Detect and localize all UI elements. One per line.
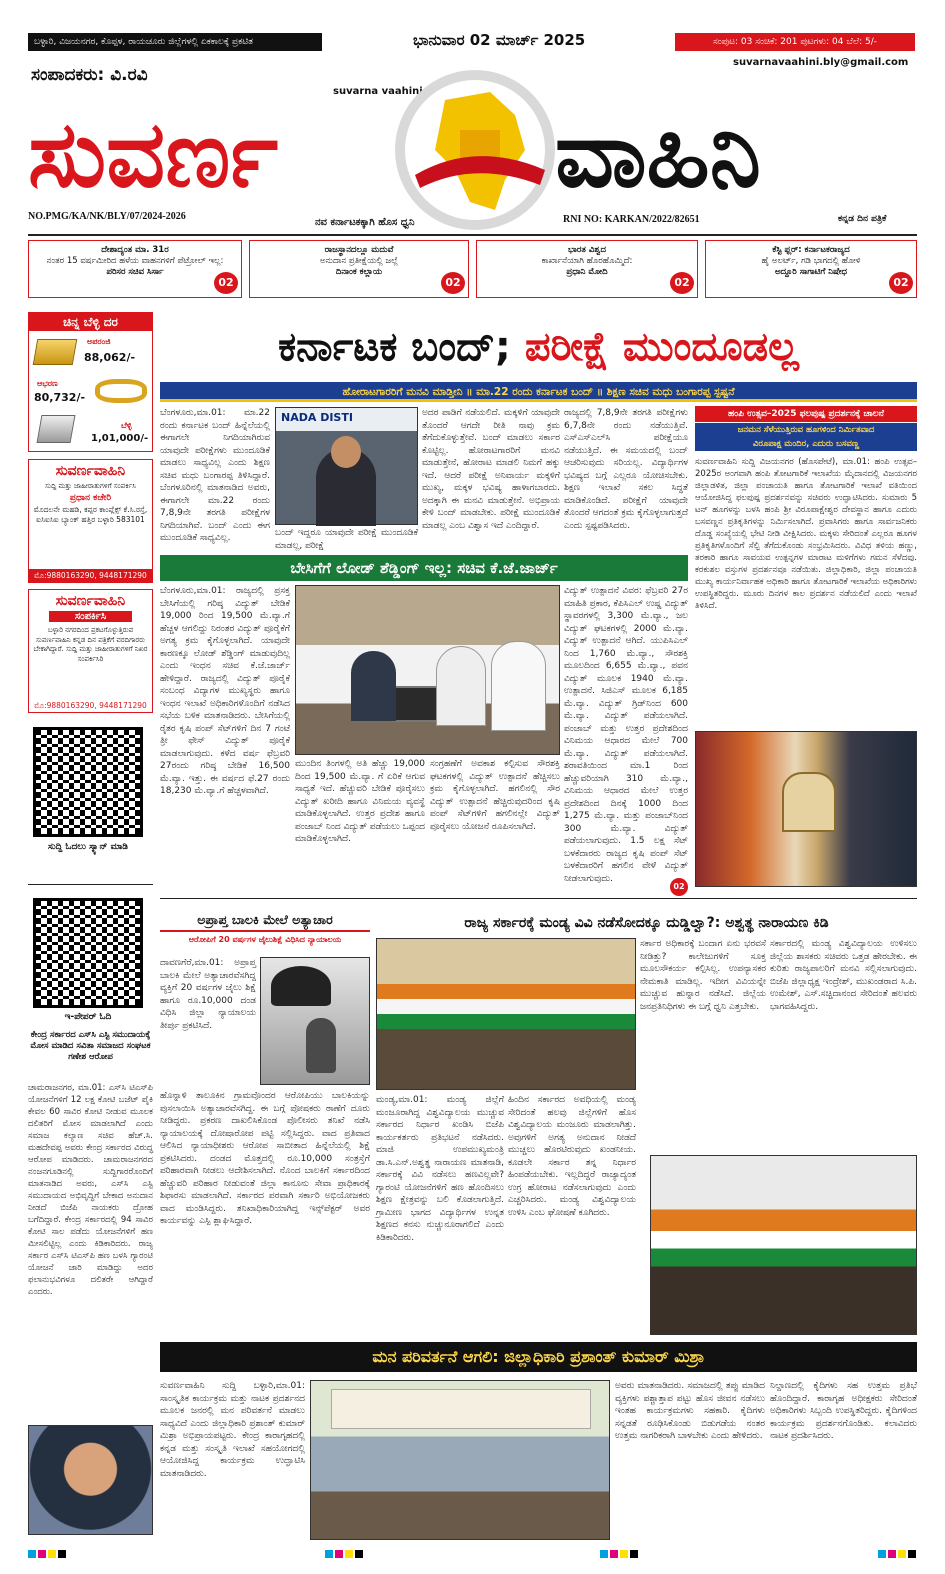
hampi-body: ಸುವರ್ಣವಾಹಿನಿ ಸುದ್ದಿ ವಿಜಯನಗರ (ಹೊಸಪೇಟೆ), ಮಾ.01: ಹಂಪಿ ಉತ್ಸವ–2025ರ ಅಂಗವಾಗಿ ಹಂಪಿ ತೋಟಗಾರಿಕೆ ಇಲಾಖೆಯ ಮೈದಾನದಲ್ಲಿ ವಿಜಯನಗರ ಜಿಲ್ಲಾಡಳಿತ, ಜಿಲ್ಲಾ ಪಂಚಾಯತಿ ಹಾಗೂ ತೋಟಗಾರಿಕೆ ಇಲಾಖೆ ವತಿಯಿಂದ ಆಯೋಜಿಸಿದ್ದ ಫಲಪುಷ್ಪ ಪ್ರದರ್ಶನವನ್ನು ಸಚಿವರು ಉದ್ಘಾಟಿಸಿದರು. ಸುಮಾರು 5 ಟನ್ ಹೂಗಳನ್ನು ಬಳಸಿ ಹಂಪಿ ಶ್ರೀ ವಿರೂಪಾಕ್ಷೇಶ್ವರ ದೇವಸ್ಥಾನ ಹಾಗೂ ಎದುರು ಬಸವಣ್ಣನ ಪ್ರತಿಕೃತಿಗಳನ್ನು ನಿರ್ಮಿಸಲಾಗಿದೆ. ಪ್ರವಾಸಿಗರು ಹಾಗೂ ಸಾರ್ವಜನಿಕರು ದೊಡ್ಡ ಸಂಖ್ಯೆಯಲ್ಲಿ ಭೇಟಿ ನೀಡಿ ವೀಕ್ಷಿಸಿದರು. ಮಕ್ಕಳು ಸೇರಿದಂತೆ ಎಲ್ಲರೂ ಹೂಗಳ ಪ್ರತಿಕೃತಿಗಳೊಂದಿಗೆ ಸೆಲ್ಫಿ ತೆಗೆದುಕೊಂಡು ಸಂಭ್ರಮಿಸಿದರು. ವಿವಿಧ ತಳಿಯ ಹಣ್ಣು, ತರಕಾರಿ ಹಾಗೂ ಸಾವಯವ ಉತ್ಪನ್ನಗಳ ಮಾರಾಟ ಮಳಿಗೆಗಳು ಗಮನ ಸೆಳೆದವು. ಕರಕುಶಲ ವಸ್ತುಗಳ ಪ್ರದರ್ಶನವೂ ನಡೆಯಿತು. ಜಿಲ್ಲಾಧಿಕಾರಿ, ಜಿಲ್ಲಾ ಪಂಚಾಯತಿ ಮುಖ್ಯ ಕಾರ್ಯನಿರ್ವಾಹಕ ಅಧಿಕಾರಿ ಹಾಗೂ ತೋಟಗಾರಿಕೆ ಇಲಾಖೆಯ ಅಧಿಕಾರಿಗಳು ಉಪಸ್ಥಿತರಿದ್ದರು. ಮೂರು ದಿನಗಳ ಕಾಲ ಪ್ರದರ್ಶನ ನಡೆಯಲಿದೆ ಎಂದು ಇಲಾಖೆ ತಿಳಿಸಿದೆ. — [695, 457, 917, 611]
qr-epaper-caption: ಇ-ಪೇಪರ್ ಓದಿ — [64, 1012, 112, 1022]
teaser-2-line3: ದಿನಾಂಕ ಕಲ್ಲಾಯ — [335, 267, 383, 277]
daily-label: ಕನ್ನಡ ದಿನ ಪತ್ರಿಕೆ — [838, 214, 887, 224]
ad1-sub: ಸುದ್ದಿ ಮತ್ತು ಜಾಹೀರಾತುಗಳಿಗೆ ಸಂಪರ್ಕಿಸಿ — [45, 482, 136, 490]
color-registration-marks — [0, 1550, 945, 1562]
mind-photo-banner — [331, 1389, 591, 1429]
assault-headline: ಅಪ್ರಾಪ್ತ ಬಾಲಕಿ ಮೇಲೆ ಅತ್ಯಾಚಾರ — [160, 912, 370, 932]
teaser-2-line2: ಅನುದಾನ ಪ್ರತೀಕ್ಷೆಯಲ್ಲಿ ಜಲ್ಲೆ — [319, 256, 398, 266]
qr-code-news[interactable] — [33, 727, 143, 837]
teaser-1[interactable] — [28, 240, 242, 298]
gold1-price: 88,062/- — [84, 351, 136, 364]
silver-label: ಬೆಳ್ಳಿ — [121, 421, 132, 430]
sidebar-article-head: ಕೇಂದ್ರ ಸರ್ಕಾರದ ಎಸ್‌ಸಿ ಎಸ್ಟಿ ಸಮುದಾಯಕ್ಕೆ ಮೋಸ ಮಾಡಿದ ಸವಿತಾ ಸಮಾಜದ ಸಂಘಟಕ ಗಣೇಶ ಆರೋಪ — [30, 1030, 151, 1062]
teaser-4-line2: ಹೈ ಅಲರ್ಟ್, ಗಡಿ ಭಾಗದಲ್ಲಿ ಹೋಳಿ — [761, 256, 861, 266]
teaser-2-line1: ರಾಜಸ್ಥಾನದಲ್ಲೂ ಮದುವೆ — [324, 245, 394, 255]
teaser-1-page: 02 — [214, 272, 238, 294]
lead-photo — [275, 407, 418, 525]
mandya-body-2: ಹಿಂದಿನ ಸರ್ಕಾರದ ಅವಧಿಯಲ್ಲಿ ಮಂಡ್ಯ ಸೇರಿದಂತೆ ಹಲವು ಜಿಲ್ಲೆಗಳಿಗೆ ಹೊಸ ವಿಶ್ವವಿದ್ಯಾಲಯ ಮಂಜೂರು ಮಾಡಲಾಗಿತ್ತು. ಅವುಗಳಿಗೆ ಅಗತ್ಯ ಅನುದಾನ ನೀಡದೆ ಮುಚ್ಚಲು ಹೊರಟಿರುವುದು ಖಂಡನೀಯ. ಕೂಡಲೇ ಸರ್ಕಾರ ತನ್ನ ನಿರ್ಧಾರ ಹಿಂಪಡೆಯಬೇಕು. ಇಲ್ಲದಿದ್ದರೆ ರಾಜ್ಯಾದ್ಯಂತ ಉಗ್ರ ಹೋರಾಟ ನಡೆಸಲಾಗುವುದು ಎಂದು ಎಚ್ಚರಿಸಿದರು. ಮಂಡ್ಯ ವಿಶ್ವವಿದ್ಯಾಲಯ ಉಳಿಸಿ ಎಂಬ ಘೋಷಣೆ ಕೂಗಿದರು. — [508, 1095, 636, 1218]
gold2-price: 80,732/- — [34, 391, 86, 404]
masthead-title-left: ಸುವರ್ಣ — [28, 101, 279, 208]
teaser-3-line2: ಕಾರ್ಖಾನೆಯಾಗಿ ಹೊರಹೊಮ್ಮಿದೆ: — [541, 256, 633, 266]
gold-bar-icon — [33, 339, 78, 365]
mandya-body-3: ಸರ್ಕಾರ ಅಧಿಕಾರಕ್ಕೆ ಬಂದಾಗ ಏನು ಭರವಸೆ ನೀಡಿತ್ತು? ಕಾಲೇಜುಗಳಿಗೆ ಸೂಕ್ತ ಮೂಲಸೌಕರ್ಯ ಕಲ್ಪಿಸಿಲ್ಲ. ಉಪನ್ಯಾಸಕರ ನೇಮಕಾತಿ ಮಾಡಿಲ್ಲ. ಇದೀಗ ವಿವಿಯನ್ನೇ ಮುಚ್ಚುವ ಹುನ್ನಾರ ನಡೆಸಿದೆ. ಜಿಲ್ಲೆಯ ಜನಪ್ರತಿನಿಧಿಗಳು ಈ ಬಗ್ಗೆ ಧ್ವನಿ ಎತ್ತಬೇಕು. — [640, 939, 766, 1012]
contact-ad-1 — [28, 459, 153, 583]
contact-email[interactable]: suvarnavaahini.bly@gmail.com — [733, 57, 909, 68]
issue-date: ಭಾನುವಾರ 02 ಮಾರ್ಚ್ 2025 — [413, 31, 586, 49]
mandya-photo-1 — [376, 938, 636, 1090]
issue-info: ಸಂಪುಟ: 03 ಸಂಚಿಕೆ: 201 ಪುಟಗಳು: 04 ಬೆಲೆ: 5/- — [675, 33, 915, 51]
silver-bar-icon — [37, 415, 76, 443]
assault-deck: ಆರೋಪಿಗೆ 20 ವರ್ಷಗಳ ಜೈಲುಶಿಕ್ಷೆ ವಿಧಿಸಿದ ನ್ಯಾಯಾಲಯ — [188, 935, 342, 944]
sidebar-article-body: ಚಾಮರಾಜನಗರ, ಮಾ.01: ಎಸ್‌ಸಿ ಟಿಎಸ್‌ಪಿ ಯೋಜನೆಗಳಿಗೆ 12 ಲಕ್ಷ ಕೋಟಿ ಬಜೆಟ್ ಪೈಕಿ ಕೇವಲ 60 ಸಾವಿರ ಕೋಟಿ ನೀಡುವ ಮೂಲಕ ದಲಿತರಿಗೆ ಮೋಸ ಮಾಡಲಾಗಿದೆ ಎಂದು ಸಮಾಜ ಕಲ್ಯಾಣ ಸಚಿವ ಹೆಚ್.ಸಿ. ಮಹದೇವಪ್ಪ ಅವರು ಕೇಂದ್ರ ಸರ್ಕಾರದ ವಿರುದ್ಧ ಆರೋಪ ಮಾಡಿದರು. ಚಾಮರಾಜನಗರದ ನಂಜನಗೂಡಿನಲ್ಲಿ ಸುದ್ದಿಗಾರರೊಂದಿಗೆ ಮಾತನಾಡಿದ ಅವರು, ಎಸ್‌ಸಿ ಎಸ್ಟಿ ಸಮುದಾಯದ ಅಭಿವೃದ್ಧಿಗೆ ಬೇಕಾದ ಅನುದಾನ ನೀಡದೆ ಬಿಜೆಪಿ ನಾಯಕರು ದ್ರೋಹ ಬಗೆದಿದ್ದಾರೆ. ಕೇಂದ್ರ ಸರ್ಕಾರದಲ್ಲಿ 94 ಸಾವಿರ ಕೋಟಿ ಸಾಲ ಪಡೆದು ಯೋಜನೆಗಳಿಗೆ ಹಣ ಮೀಸಲಿಟ್ಟಿಲ್ಲ ಎಂದು ಕಿಡಿಕಾರಿದರು. ರಾಜ್ಯ ಸರ್ಕಾರ ಎಸ್‌ಸಿ ಟಿಎಸ್‌ಪಿ ಹಣ ಬಳಸಿ ಗ್ಯಾರಂಟಿ ಯೋಜನೆ ಜಾರಿ ಮಾಡಿದ್ದು ಅದರ ಫಲಾನುಭವಿಗಳೂ ದಲಿತರೇ ಆಗಿದ್ದಾರೆ ಎಂದರು. — [28, 1083, 153, 1297]
hampi-deck-2: ವಿರೂಪಾಕ್ಷ ಮಂದಿರ, ಎದುರು ಬಸವಣ್ಣ — [752, 439, 860, 449]
lead-body-col1b: ಬಂದ್ ಇದ್ದರೂ ಯಾವುದೇ ಪರೀಕ್ಷೆ ಮುಂದೂಡಿಕೆ ಮಾಡಲ್ಲ, ಪರೀಕ್ಷೆ — [275, 528, 418, 551]
hampi-title: ಹಂಪಿ ಉತ್ಸವ–2025 ಫಲಪುಷ್ಪ ಪ್ರದರ್ಶನಕ್ಕೆ ಚಾಲನೆ — [695, 406, 917, 422]
masthead-rule — [28, 234, 917, 236]
qr-news-caption: ಸುದ್ದಿ ಓದಲು ಸ್ಕ್ಯಾನ್ ಮಾಡಿ — [48, 842, 128, 852]
lead-body-col3: ರಾಜ್ಯದಲ್ಲಿ 7,8,9ನೇ ತರಗತಿ ಪರೀಕ್ಷೆಗಳು 6,7,8ನೇ ರಂದು ನಡೆಯುತ್ತಿವೆ. ಎಸ್‌ಎಸ್‌ಎಲ್‌ಸಿ ಪರೀಕ್ಷೆಯೂ ನಡೆಯುತ್ತಿದೆ. ಈ ಸಮಯದಲ್ಲಿ ಬಂದ್ ಆಚರಿಸುವುದು ಸರಿಯಲ್ಲ. ವಿದ್ಯಾರ್ಥಿಗಳ ಭವಿಷ್ಯದ ಬಗ್ಗೆ ಎಲ್ಲರೂ ಯೋಚಿಸಬೇಕು. ಶಿಕ್ಷಣ ಇಲಾಖೆ ಸಕಲ ಸಿದ್ಧತೆ ಮಾಡಿಕೊಂಡಿದೆ. ಪರೀಕ್ಷೆಗೆ ಯಾವುದೇ ತೊಂದರೆ ಆಗದಂತೆ ಕ್ರಮ ಕೈಗೊಳ್ಳಲಾಗುತ್ತದೆ ಎಂದು ಸ್ಪಷ್ಟಪಡಿಸಿದರು. — [564, 408, 688, 531]
qr-code-epaper[interactable] — [33, 898, 143, 1008]
mandya-body-1: ಮಂಡ್ಯ,ಮಾ.01: ಮಂಡ್ಯ ಜಿಲ್ಲೆಗೆ ಮಂಜೂರಾಗಿದ್ದ ವಿಶ್ವವಿದ್ಯಾಲಯ ಮುಚ್ಚುವ ಸರ್ಕಾರದ ನಿರ್ಧಾರ ಖಂಡಿಸಿ ಬಿಜೆಪಿ ಕಾರ್ಯಕರ್ತರು ಪ್ರತಿಭಟನೆ ನಡೆಸಿದರು. ಮಾಜಿ ಉಪಮುಖ್ಯಮಂತ್ರಿ ಡಾ.ಸಿ.ಎನ್.ಅಶ್ವತ್ಥ ನಾರಾಯಣ ಮಾತನಾಡಿ, ಸರ್ಕಾರಕ್ಕೆ ವಿವಿ ನಡೆಸಲು ಹಣವಿಲ್ಲವೇ? ಗ್ಯಾರಂಟಿ ಯೋಜನೆಗಳಿಗೆ ಹಣ ಹೊಂದಿಸಲು ಶಿಕ್ಷಣ ಕ್ಷೇತ್ರವನ್ನು ಬಲಿ ಕೊಡಲಾಗುತ್ತಿದೆ. ಗ್ರಾಮೀಣ ಭಾಗದ ವಿದ್ಯಾರ್ಥಿಗಳ ಉನ್ನತ ಶಿಕ್ಷಣದ ಕನಸು ನುಚ್ಚುನೂರಾಗಲಿದೆ ಎಂದು ಕಿಡಿಕಾರಿದರು. — [376, 1095, 504, 1243]
teaser-2-page: 02 — [441, 272, 465, 294]
gold2-label: ಆಭರಣ — [37, 379, 58, 388]
mind-body-3: ನಿಲ್ದಾಣದಲ್ಲಿ ಕೈದಿಗಳು ಸಹ ಉತ್ತಮ ಪ್ರತಿಭೆ ಹೊಂದಿದ್ದಾರೆ. ಕಾರಾಗೃಹ ಅಧೀಕ್ಷಕರು ಸೇರಿದಂತೆ ಅಧಿಕಾರಿಗಳು ಸಿಬ್ಬಂದಿ ಉಪಸ್ಥಿತರಿದ್ದರು. ಕೈದಿಗಳಿಂದ ಕಾರ್ಯಕ್ರಮ ಪ್ರದರ್ಶನಗೊಂಡಿತು. ಕಲಾವಿದರು ನಾಟಕ ಪ್ರದರ್ಶಿಸಿದರು. — [770, 1381, 917, 1441]
teaser-4-line1: ಕೆಸ್ಟಿ ಫ್ಲರ್: ಕರ್ನಾಟಕರಾಜ್ಯದ — [772, 245, 850, 255]
logo-emblem — [375, 70, 575, 230]
lead-headline-black: ಕರ್ನಾಟಕ ಬಂದ್; — [278, 324, 511, 370]
power-photo-person2 — [491, 641, 546, 731]
teaser-3-page: 02 — [670, 272, 694, 294]
power-body-col2: ಮುಂದಿನ ತಿಂಗಳಲ್ಲಿ ಅತಿ ಹೆಚ್ಚು 19,000 ದಿಂದ 19,500 ಮೆ.ವ್ಯಾ. ಗೆ ಏರಿಕೆ ಆಗುವ ಸಾಧ್ಯತೆ ಇದೆ. ಹೆಚ್ಚುವರಿ ಬೇಡಿಕೆ ಪೂರೈಸಲು ವಿದ್ಯುತ್ ಖರೀದಿ ಹಾಗೂ ವಿನಿಮಯ ವ್ಯವಸ್ಥೆ ಮಾಡಿಕೊಳ್ಳಲಾಗಿದೆ. ಉತ್ತರ ಪ್ರದೇಶ ಹಾಗೂ ಪಂಜಾಬ್ ನಿಂದ ವಿದ್ಯುತ್ ಪಡೆಯಲು ಒಪ್ಪಂದ ಮಾಡಿಕೊಳ್ಳಲಾಗಿದೆ. — [295, 759, 425, 844]
rni-number: RNI NO: KARKAN/2022/82651 — [563, 214, 700, 225]
ad1-phone[interactable]: ಮೊ:9880163290, 9448171290 — [29, 569, 152, 582]
top-bar-districts: ಬಳ್ಳಾರಿ, ವಿಜಯನಗರ, ಕೊಪ್ಪಳ, ರಾಯಚೂರು ಜಿಲ್ಲೆಗಳಲ್ಲಿ ಏಕಕಾಲಕ್ಕೆ ಪ್ರಕಟಿತ — [28, 33, 322, 51]
teaser-3-line3: ಪ್ರಧಾನಿ ಮೋದಿ — [566, 267, 608, 277]
power-body-col4: ವಿದ್ಯುತ್ ಉತ್ಪಾದನೆ ವಿವರ: ಫೆಬ್ರವರಿ 27ರ ಮಾಹಿತಿ ಪ್ರಕಾರ, ಕೆಪಿಸಿಎಲ್ ಉಷ್ಣ ವಿದ್ಯುತ್ ಸ್ಥಾವರಗಳಲ್ಲಿ 3,300 ಮೆ.ವ್ಯಾ., ಜಲ ವಿದ್ಯುತ್ ಘಟಕಗಳಲ್ಲಿ 2000 ಮೆ.ವ್ಯಾ. ವಿದ್ಯುತ್ ಉತ್ಪಾದನೆ ಆಗಿದೆ. ಯುಪಿಸಿಎಲ್ ನಿಂದ 1,760 ಮೆ.ವ್ಯಾ., ಸೌರಶಕ್ತಿ ಮೂಲದಿಂದ 6,655 ಮೆ.ವ್ಯಾ., ಪವನ ವಿದ್ಯುತ್ ಮೂಲಕ 1940 ಮೆ.ವ್ಯಾ. ಉತ್ಪಾದನೆ. ಸಿಜಿಎಸ್ ಮೂಲಕ 6,185 ಮೆ.ವ್ಯಾ. ವಿದ್ಯುತ್ ಗ್ರಿಡ್‌ನಿಂದ 600 ಮೆ.ವ್ಯಾ. ವಿದ್ಯುತ್ ಪಡೆಯಲಾಗಿದೆ. ಪಂಜಾಬ್ ಮತ್ತು ಉತ್ತರ ಪ್ರದೇಶದಿಂದ ವಿನಿಮಯ ಆಧಾರದ ಮೇಲೆ 700 ಮೆ.ವ್ಯಾ. ವಿದ್ಯುತ್ ಪಡೆಯಲಾಗಿದೆ. ಶರಾವತಿಯಿಂದ ಮಾ.1 ರಿಂದ ಹೆಚ್ಚುವರಿಯಾಗಿ 310 ಮೆ.ವ್ಯಾ., ವಿನಿಮಯ ಆಧಾರದ ಮೇಲೆ ಉತ್ತರ ಪ್ರದೇಶದಿಂದ ದಿನಕ್ಕೆ 1000 ದಿಂದ 1,275 ಮೆ.ವ್ಯಾ. ಮತ್ತು ಪಂಜಾಬ್‌ನಿಂದ 300 ಮೆ.ವ್ಯಾ. ವಿದ್ಯುತ್ ಪಡೆಯಲಾಗುವುದು. 1.5 ಲಕ್ಷ ಸೆಟ್‌ ಬಳಕೆದಾರರು ರಾಜ್ಯದ ಕೃಷಿ ಪಂಪ್ ಸೆಟ್ ಬಳಕೆದಾರರಿಗೆ ಹಗಲಿನ ವೇಳೆ ವಿದ್ಯುತ್ ನೀಡಲಾಗುವುದು. — [564, 586, 688, 884]
masthead-small-name: suvarna vaahini — [333, 86, 423, 97]
mandya-headline: ರಾಜ್ಯ ಸರ್ಕಾರಕ್ಕೆ ಮಂಡ್ಯ ವಿವಿ ನಡೆಸೋದಕ್ಕೂ ದುಡ್ಡಿಲ್ವಾ?: ಅಶ್ವತ್ಥ ನಾರಾಯಣ ಕಿಡಿ — [464, 915, 829, 931]
assault-illustration-hand — [271, 966, 331, 1006]
teaser-4-page: 02 — [889, 272, 913, 294]
assault-illustration — [260, 957, 370, 1085]
lead-ticker: ಹೋರಾಟಗಾರರಿಗೆ ಮನವಿ ಮಾಡ್ತೀನಿ ॥ ಮಾ.22 ರಂದು ಕರ್ನಾಟಕ ಬಂದ್ ॥ ಶಿಕ್ಷಣ ಸಚಿವ ಮಧು ಬಂಗಾರಪ್ಪ ಸ್ಪಷ್ಟನೆ — [160, 382, 917, 402]
sidebar-rule — [28, 884, 153, 885]
ad2-name: ಸುವರ್ಣವಾಹಿನಿ — [55, 593, 126, 609]
assault-body-1: ದಾವಣಗೆರೆ,ಮಾ.01: ಅಪ್ರಾಪ್ತ ಬಾಲಕಿ ಮೇಲೆ ಅತ್ಯಾಚಾರವೆಸಗಿದ್ದ ವ್ಯಕ್ತಿಗೆ 20 ವರ್ಷಗಳ ಜೈಲು ಶಿಕ್ಷೆ ಹಾಗೂ ರೂ.10,000 ದಂಡ ವಿಧಿಸಿ ಜಿಲ್ಲಾ ನ್ಯಾಯಾಲಯ ತೀರ್ಪು ಪ್ರಕಟಿಸಿದೆ. — [160, 958, 256, 1031]
teaser-3[interactable] — [476, 240, 698, 298]
ad2-phone[interactable]: ಮೊ:9880163290, 9448171290 — [34, 701, 147, 710]
teaser-4-line3: ಅದ್ದೂರಿ ಸಾಗಾಟಿಗೆ ನಿಷೇಧ — [774, 267, 848, 277]
registration-number: NO.PMG/KA/NK/BLY/07/2024-2026 — [28, 211, 186, 222]
lead-headline-red: ಪರೀಕ್ಷೆ ಮುಂದೂಡಲ್ಲ — [524, 324, 799, 370]
silver-price: 1,01,000/- — [91, 433, 149, 444]
mandya-photo-2 — [650, 1155, 917, 1335]
lead-headline — [160, 316, 917, 378]
contact-ad-2 — [28, 589, 153, 713]
mind-headline: ಮನ ಪರಿವರ್ತನೆ ಆಗಲಿ: ಜಿಲ್ಲಾಧಿಕಾರಿ ಪ್ರಶಾಂತ್ ಕುಮಾರ್ ಮಿಶ್ರಾ — [160, 1342, 917, 1372]
ad1-office: ಪ್ರಧಾನ ಕಚೇರಿ — [69, 493, 112, 503]
mind-body-2: ಅವರು ಮಾತನಾಡಿದರು. ಸಮಾಜದಲ್ಲಿ ತಪ್ಪು ಮಾಡಿದ ವ್ಯಕ್ತಿಗಳು ಪಶ್ಚಾತ್ತಾಪ ಪಟ್ಟು ಹೊಸ ಜೀವನ ನಡೆಸಲು ಇಂತಹ ಕಾರ್ಯಕ್ರಮಗಳು ಸಹಕಾರಿ. ಕೈದಿಗಳು ಸನ್ನಡತೆ ರೂಢಿಸಿಕೊಂಡು ಬಿಡುಗಡೆಯ ನಂತರ ಉತ್ತಮ ನಾಗರಿಕರಾಗಿ ಬಾಳಬೇಕು ಎಂದು ಹೇಳಿದರು. — [615, 1381, 765, 1441]
power-page-ref[interactable]: 02 — [670, 878, 688, 896]
teaser-3-line1: ಭಾರತ ವಿಶ್ವದ — [568, 245, 606, 255]
hampi-photo — [695, 731, 917, 887]
assault-body-2: ಹೊನ್ನಾಳಿ ತಾಲೂಕಿನ ಗ್ರಾಮವೊಂದರ ಆರೋಪಿಯು ಬಾಲಕಿಯನ್ನು ಪುಸಲಾಯಿಸಿ ಅತ್ಯಾಚಾರವೆಸಗಿದ್ದ. ಈ ಬಗ್ಗೆ ಪೋಷಕರು ಠಾಣೆಗೆ ದೂರು ನೀಡಿದ್ದರು. ಪ್ರಕರಣ ದಾಖಲಿಸಿಕೊಂಡ ಪೊಲೀಸರು ತನಿಖೆ ನಡೆಸಿ ನ್ಯಾಯಾಲಯಕ್ಕೆ ದೋಷಾರೋಪ ಪಟ್ಟಿ ಸಲ್ಲಿಸಿದ್ದರು. ವಾದ ಪ್ರತಿವಾದ ಆಲಿಸಿದ ನ್ಯಾಯಾಧೀಶರು ಆರೋಪ ಸಾಬೀತಾದ ಹಿನ್ನೆಲೆಯಲ್ಲಿ ಶಿಕ್ಷೆ ಪ್ರಕಟಿಸಿದರು. ದಂಡದ ಮೊತ್ತದಲ್ಲಿ ರೂ.10,000 ಸಂತ್ರಸ್ತೆಗೆ ಪರಿಹಾರವಾಗಿ ನೀಡಲು ಆದೇಶಿಸಲಾಗಿದೆ. ನೊಂದ ಬಾಲಕಿಗೆ ಸರ್ಕಾರದಿಂದ ಹೆಚ್ಚುವರಿ ಪರಿಹಾರ ನೀಡುವಂತೆ ಜಿಲ್ಲಾ ಕಾನೂನು ಸೇವಾ ಪ್ರಾಧಿಕಾರಕ್ಕೆ ಶಿಫಾರಸು ಮಾಡಲಾಗಿದೆ. ಸರ್ಕಾರದ ಪರವಾಗಿ ಸರ್ಕಾರಿ ಅಭಿಯೋಜಕರು ವಾದ ಮಂಡಿಸಿದ್ದರು. ತನಿಖಾಧಿಕಾರಿಯಾಗಿದ್ದ ಇನ್ಸ್‌ಪೆಕ್ಟರ್ ಅವರ ಕಾರ್ಯವನ್ನು ಎಸ್ಪಿ ಶ್ಲಾಘಿಸಿದ್ದಾರೆ. — [160, 1091, 370, 1226]
mid-rule — [160, 898, 917, 899]
editor-line: ಸಂಪಾದಕರು: ವಿ.ರವಿ — [31, 65, 148, 85]
mind-photo — [310, 1380, 610, 1540]
ad2-body: ಬಳ್ಳಾರಿ ನಗರದಿಂದ ಪ್ರಕಟಗೊಳ್ಳುತ್ತಿರುವ ಸುವರ್ಣವಾಹಿನಿ ಕನ್ನಡ ದಿನ ಪತ್ರಿಕೆಗೆ ವರದಿಗಾರರು ಬೇಕಾಗಿದ್ದಾರೆ. ಸುದ್ದಿ ಮತ್ತು ಜಾಹೀರಾತುಗಳಿಗೆ ನಿಖರ ಸಂಪರ್ಕಿಸಿರಿ — [33, 626, 148, 663]
teaser-strip — [28, 240, 917, 298]
gold-rate-title: ಚಿನ್ನ ಬೆಳ್ಳಿ ದರ — [29, 313, 152, 331]
lead-photo-face — [331, 436, 361, 468]
lead-photo-banner: NADA DISTI — [281, 411, 353, 424]
power-photo-person1 — [436, 646, 486, 726]
lead-body-col1: ಬೆಂಗಳೂರು,ಮಾ.01: ಮಾ.22 ರಂದು ಕರ್ನಾಟಕ ಬಂದ್ ಹಿನ್ನೆಲೆಯಲ್ಲಿ ಈಗಾಗಲೇ ನಿಗದಿಯಾಗಿರುವ ಯಾವುದೇ ಪರೀಕ್ಷೆಗಳು ಮುಂದೂಡಿಕೆ ಮಾಡಲು ಸಾಧ್ಯವಿಲ್ಲ ಎಂದು ಶಿಕ್ಷಣ ಸಚಿವ ಮಧು ಬಂಗಾರಪ್ಪ ತಿಳಿಸಿದ್ದಾರೆ. ಬೆಂಗಳೂರಿನಲ್ಲಿ ಮಾತನಾಡಿದ ಅವರು, ಈಗಾಗಲೇ ಮಾ.22 ರಂದು 7,8,9ನೇ ತರಗತಿ ಪರೀಕ್ಷೆಗಳ ನಿಗದಿಯಾಗಿವೆ. ಬಂದ್ ಎಂದು ಈಗ ಮುಂದೂಡಿಕೆ ಸಾಧ್ಯವಿಲ್ಲ. — [160, 408, 270, 543]
power-headline: ಬೇಸಿಗೆಗೆ ಲೋಡ್ ಶೆಡ್ಡಿಂಗ್ ಇಲ್ಲ: ಸಚಿವ ಕೆ.ಜೆ.ಜಾರ್ಜ್ — [160, 555, 688, 581]
teaser-1-line2: ನಂತರ 15 ವರ್ಷಮೀರಿದ ಹಳೆಯ ವಾಹನಗಳಿಗೆ ಪೆಟ್ರೋಲ್ ಇಲ್ಲ: — [46, 256, 224, 266]
power-body-col3: ಸಂಗ್ರಹಣೆಗೆ ಅವಕಾಶ ಕಲ್ಪಿಸುವ ಸೌರಶಕ್ತಿ ಘಟಕಗಳಲ್ಲಿ ವಿದ್ಯುತ್ ಉತ್ಪಾದನೆ ಹೆಚ್ಚಿಸಲು ಕ್ರಮ ಕೈಗೊಳ್ಳಲಾಗಿದೆ. ಹಗಲಿನಲ್ಲಿ ಸೌರ ವಿದ್ಯುತ್ ಉತ್ಪಾದನೆ ಹೆಚ್ಚಿರುವುದರಿಂದ ಕೃಷಿ ಪಂಪ್ ಸೆಟ್‌ಗಳಿಗೆ ಹಗಲಿನಲ್ಲೇ ವಿದ್ಯುತ್ ಪೂರೈಸಲು ಯೋಜನೆ ರೂಪಿಸಲಾಗಿದೆ. — [430, 759, 560, 832]
mandya-body-4: ಸರ್ಕಾರದಲ್ಲಿ ಮಂಡ್ಯ ವಿಶ್ವವಿದ್ಯಾಲಯ ಉಳಿಸಲು ಜಿಲ್ಲೆಯ ಶಾಸಕರು ಸಚಿವರು ಒತ್ತಡ ಹೇರಬೇಕು. ಈ ಕುರಿತು ರಾಜ್ಯಪಾಲರಿಗೆ ಮನವಿ ಸಲ್ಲಿಸಲಾಗುವುದು. ಬಿಜೆಪಿ ಜಿಲ್ಲಾಧ್ಯಕ್ಷ ಇಂದ್ರೇಶ್, ಮುಖಂಡರಾದ ಸಿ.ಪಿ. ಉಮೇಶ್, ಎಸ್.ಸಚ್ಚಿದಾನಂದ ಸೇರಿದಂತೆ ಹಲವರು ಭಾಗವಹಿಸಿದ್ದರು. — [770, 939, 917, 1012]
teaser-4[interactable] — [705, 240, 917, 298]
mind-body-1: ಸುವರ್ಣವಾಹಿನಿ ಸುದ್ದಿ ಬಳ್ಳಾರಿ,ಮಾ.01: ಸಾಂಸ್ಕೃತಿಕ ಕಾರ್ಯಕ್ರಮ ಮತ್ತು ನಾಟಕ ಪ್ರದರ್ಶನದ ಮೂಲಕ ಜನರಲ್ಲಿ ಮನ ಪರಿವರ್ತನೆ ಮಾಡಲು ಸಾಧ್ಯವಿದೆ ಎಂದು ಜಿಲ್ಲಾಧಿಕಾರಿ ಪ್ರಶಾಂತ್ ಕುಮಾರ್ ಮಿಶ್ರಾ ಅಭಿಪ್ರಾಯಪಟ್ಟರು. ಕೇಂದ್ರ ಕಾರಾಗೃಹದಲ್ಲಿ ಕನ್ನಡ ಮತ್ತು ಸಂಸ್ಕೃತಿ ಇಲಾಖೆ ಸಹಯೋಗದಲ್ಲಿ ಆಯೋಜಿಸಿದ್ದ ಕಾರ್ಯಕ್ರಮ ಉದ್ಘಾಟಿಸಿ ಮಾತನಾಡಿದರು. — [160, 1381, 305, 1479]
teaser-2[interactable] — [249, 240, 469, 298]
tagline: ನವ ಕರ್ನಾಟಕಕ್ಕಾಗಿ ಹೊಸ ಧ್ವನಿ — [315, 217, 415, 228]
ad1-name: ಸುವರ್ಣವಾಹಿನಿ — [55, 463, 126, 479]
gold-rate-box — [28, 312, 153, 452]
teaser-1-line1: ದೇಶಾದ್ಯಂತ ಮಾ. 31ರ — [101, 245, 169, 255]
power-photo-person3 — [351, 651, 396, 721]
hampi-deck-1: ಜನಮನ ಸೆಳೆಯುತ್ತಿರುವ ಹೂಗಳಿಂದ ನಿರ್ಮಿತವಾದ — [737, 425, 875, 435]
ad2-title: ಸಂಪರ್ಕಿಸಿ — [49, 611, 132, 622]
portrait-photo — [28, 1425, 153, 1535]
hampi-photo-shrine — [782, 772, 836, 832]
hampi-deck — [695, 423, 917, 451]
lead-body-col2: ಅದರ ಪಾಡಿಗೆ ನಡೆಯಲಿದೆ. ಮಕ್ಕಳಿಗೆ ಯಾವುದೇ ತೊಂದರೆ ಆಗದೇ ರೀತಿ ನಾವು ಕ್ರಮ ತೆಗೆದುಕೊಳ್ಳುತ್ತೇವೆ. ಬಂದ್ ಮಾಡಲು ಸರ್ಕಾರ ಕೊಟ್ಟಿಲ್ಲ. ಹೋರಾಟಗಾರರಿಗೆ ಮನವಿ ಮಾಡುತ್ತೇನೆ, ಹೋರಾಟ ಮಾಡಲಿ ನಿಮಗೆ ಹಕ್ಕು ಇದೆ. ಆದರೆ ಪರೀಕ್ಷೆ ಅನಿವಾರ್ಯ ಮಕ್ಕಳಿಗೆ ಮುಖ್ಯ, ಮಕ್ಕಳ ಭವಿಷ್ಯ ಹಾಳಾಗಬಾರದು. ಅದಕ್ಕಾಗಿ ಈ ಮನವಿ ಮಾಡುತ್ತೇನೆ. ಅಭಿಪ್ರಾಯ ಕೇಳಿ ಬಂದ್ ಮಾಡಬೇಕು. ಪರೀಕ್ಷೆ ಮುಂದೂಡಿಕೆ ಮಾಡಲ್ಲ ಎಂಬ ವಿಶ್ವಾಸ ಇದೆ ಎಂದಿದ್ದಾರೆ. — [422, 408, 560, 531]
power-photo — [295, 585, 560, 755]
assault-illustration-child — [306, 1018, 336, 1073]
masthead-title-right: ವಾಹಿನಿ — [555, 101, 761, 208]
teaser-1-line3: ಪರಿಸರ ಸಚಿವ ಸಿರ್ಸಾ — [106, 267, 164, 277]
ad1-address: ಮೊದಲನೇ ಮಹಡಿ, ಕಪ್ಪರ ಕಾಂಪ್ಲೆಕ್ಸ್ ಕೆ.ಸಿ.ರಸ್ತೆ, ಐಸಿಐಸಿಐ ಬ್ಯಾಂಕ್ ಹತ್ತಿರ ಬಳ್ಳಾರಿ 583101 — [33, 505, 148, 524]
power-body-col1: ಬೆಂಗಳೂರು,ಮಾ.01: ರಾಜ್ಯದಲ್ಲಿ ಪ್ರಸಕ್ತ ಬೇಸಿಗೆಯಲ್ಲಿ ಗರಿಷ್ಠ ವಿದ್ಯುತ್ ಬೇಡಿಕೆ 19,000 ರಿಂದ 19,500 ಮೆ.ವ್ಯಾ.ಗೆ ಹೆಚ್ಚಳ ಆಗಲಿದ್ದು ನಿರಂತರ ವಿದ್ಯುತ್ ಪೂರೈಕೆಗೆ ಅಗತ್ಯ ಕ್ರಮ ಕೈಗೊಳ್ಳಲಾಗಿದೆ. ಯಾವುದೇ ಕಾರಣಕ್ಕೂ ಲೋಡ್ ಶೆಡ್ಡಿಂಗ್ ಮಾಡುವುದಿಲ್ಲ ಎಂದು ಇಂಧನ ಸಚಿವ ಕೆ.ಜೆ.ಜಾರ್ಜ್ ಹೇಳಿದ್ದಾರೆ. ರಾಜ್ಯದಲ್ಲಿ ವಿದ್ಯುತ್ ಪೂರೈಕೆ ಸಂಬಂಧ ವಿದ್ಯಾಗಳ ಮುಖ್ಯಸ್ಥರು ಹಾಗೂ ಇಂಧನ ಇಲಾಖೆ ಅಧಿಕಾರಿಗಳೊಂದಿಗೆ ನಡೆಸಿದ ಸಭೆಯ ಬಳಿಕ ಮಾತನಾಡಿದರು. ಬೇಸಿಗೆಯಲ್ಲಿ ರೈತರ ಕೃಷಿ ಪಂಪ್ ಸೆಟ್‌ಗಳಿಗೆ ದಿನ 7 ಗಂಟೆ ತ್ರೀ ಫೇಸ್ ವಿದ್ಯುತ್ ಪೂರೈಕೆ ಮಾಡಲಾಗುವುದು. ಕಳೆದ ವರ್ಷ ಫೆಬ್ರವರಿ 27ರಂದು ಗರಿಷ್ಠ ಬೇಡಿಕೆ 16,500 ಮೆ.ವ್ಯಾ. ಇತ್ತು. ಈ ವರ್ಷದ ಫೆ.27 ರಂದು 18,230 ಮೆ.ವ್ಯಾ.ಗೆ ಹೆಚ್ಚಳವಾಗಿದೆ. — [160, 586, 290, 796]
gold1-label: ಅಪರಂಜಿ — [87, 337, 111, 346]
jewellery-icon — [95, 379, 147, 403]
